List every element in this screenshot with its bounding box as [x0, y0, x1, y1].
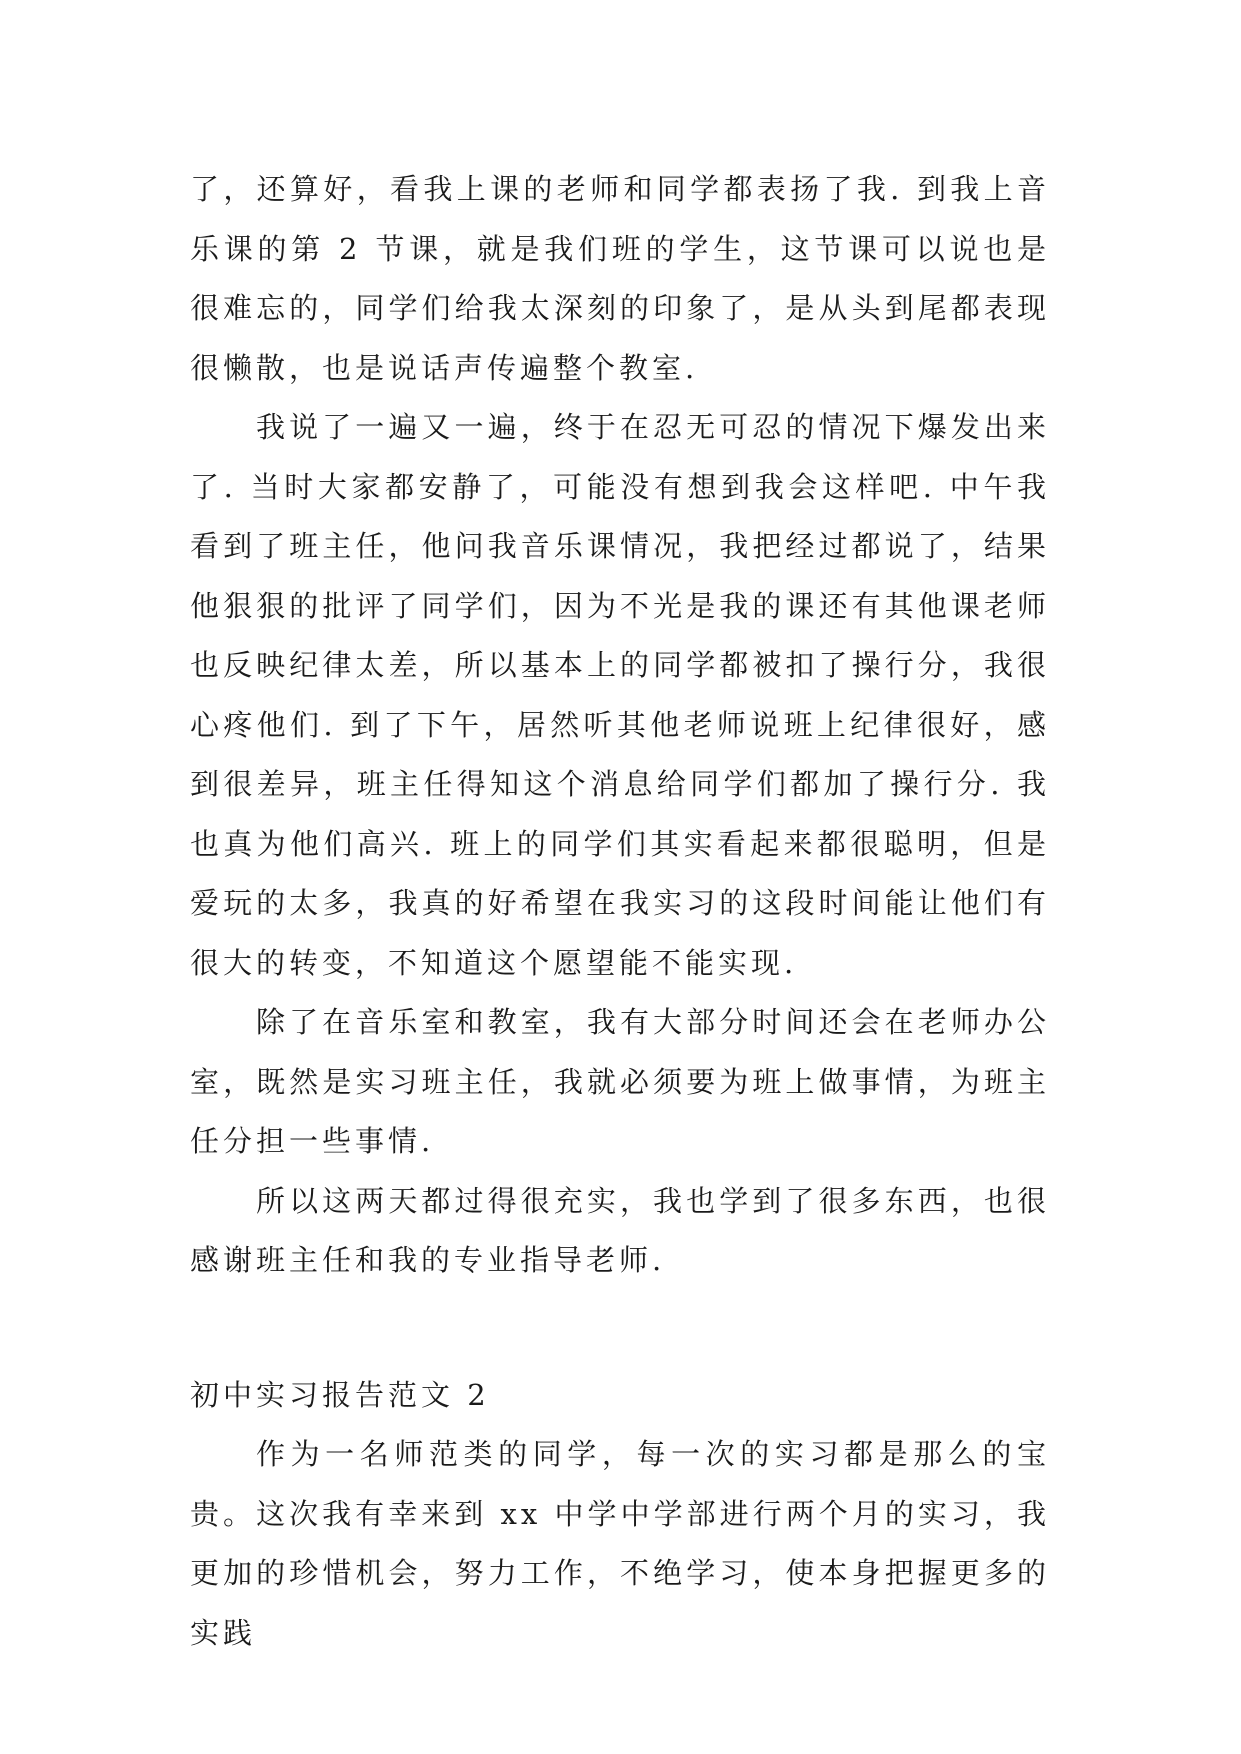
paragraph: 了，还算好，看我上课的老师和同学都表扬了我. 到我上音乐课的第 2 节课，就是我们班的学生，这节课可以说也是很难忘的，同学们给我太深刻的印象了，是从头到尾都表现很懒散，也是说话声传遍整个教室. [190, 172, 1050, 385]
paragraph: 我说了一遍又一遍，终于在忍无可忍的情况下爆发出来了. 当时大家都安静了，可能没有想到我会这样吧. 中午我看到了班主任，他问我音乐课情况，我把经过都说了，结果他狠狠的批评了同学们，因为不光是我的课还有其他课老师也反映纪律太差，所以基本上的同学都被扣了操行分，我很心疼他们. 到了下午，居然听其他老师说班上纪律很好，感到很差异，班主任得知这个消息给同学们都加了操行分. 我也真为他们高兴. 班上的同学们其实看起来都很聪明，但是爱玩的太多，我真的好希望在我实习的这段时间能让他们有很大的转变，不知道这个愿望能不能实现. [190, 410, 1050, 980]
paragraph: 作为一名师范类的同学，每一次的实习都是那么的宝贵。这次我有幸来到 xx 中学中学部进行两个月的实习，我更加的珍惜机会，努力工作，不绝学习，使本身把握更多的实践 [190, 1437, 1050, 1650]
paragraph: 所以这两天都过得很充实，我也学到了很多东西，也很感谢班主任和我的专业指导老师. [190, 1183, 1050, 1277]
paragraph: 除了在音乐室和教室，我有大部分时间还会在老师办公室，既然是实习班主任，我就必须要为班上做事情，为班主任分担一些事情. [190, 1005, 1050, 1158]
section-title: 初中实习报告范文 2 [190, 1377, 490, 1412]
document-body [190, 160, 1050, 1663]
